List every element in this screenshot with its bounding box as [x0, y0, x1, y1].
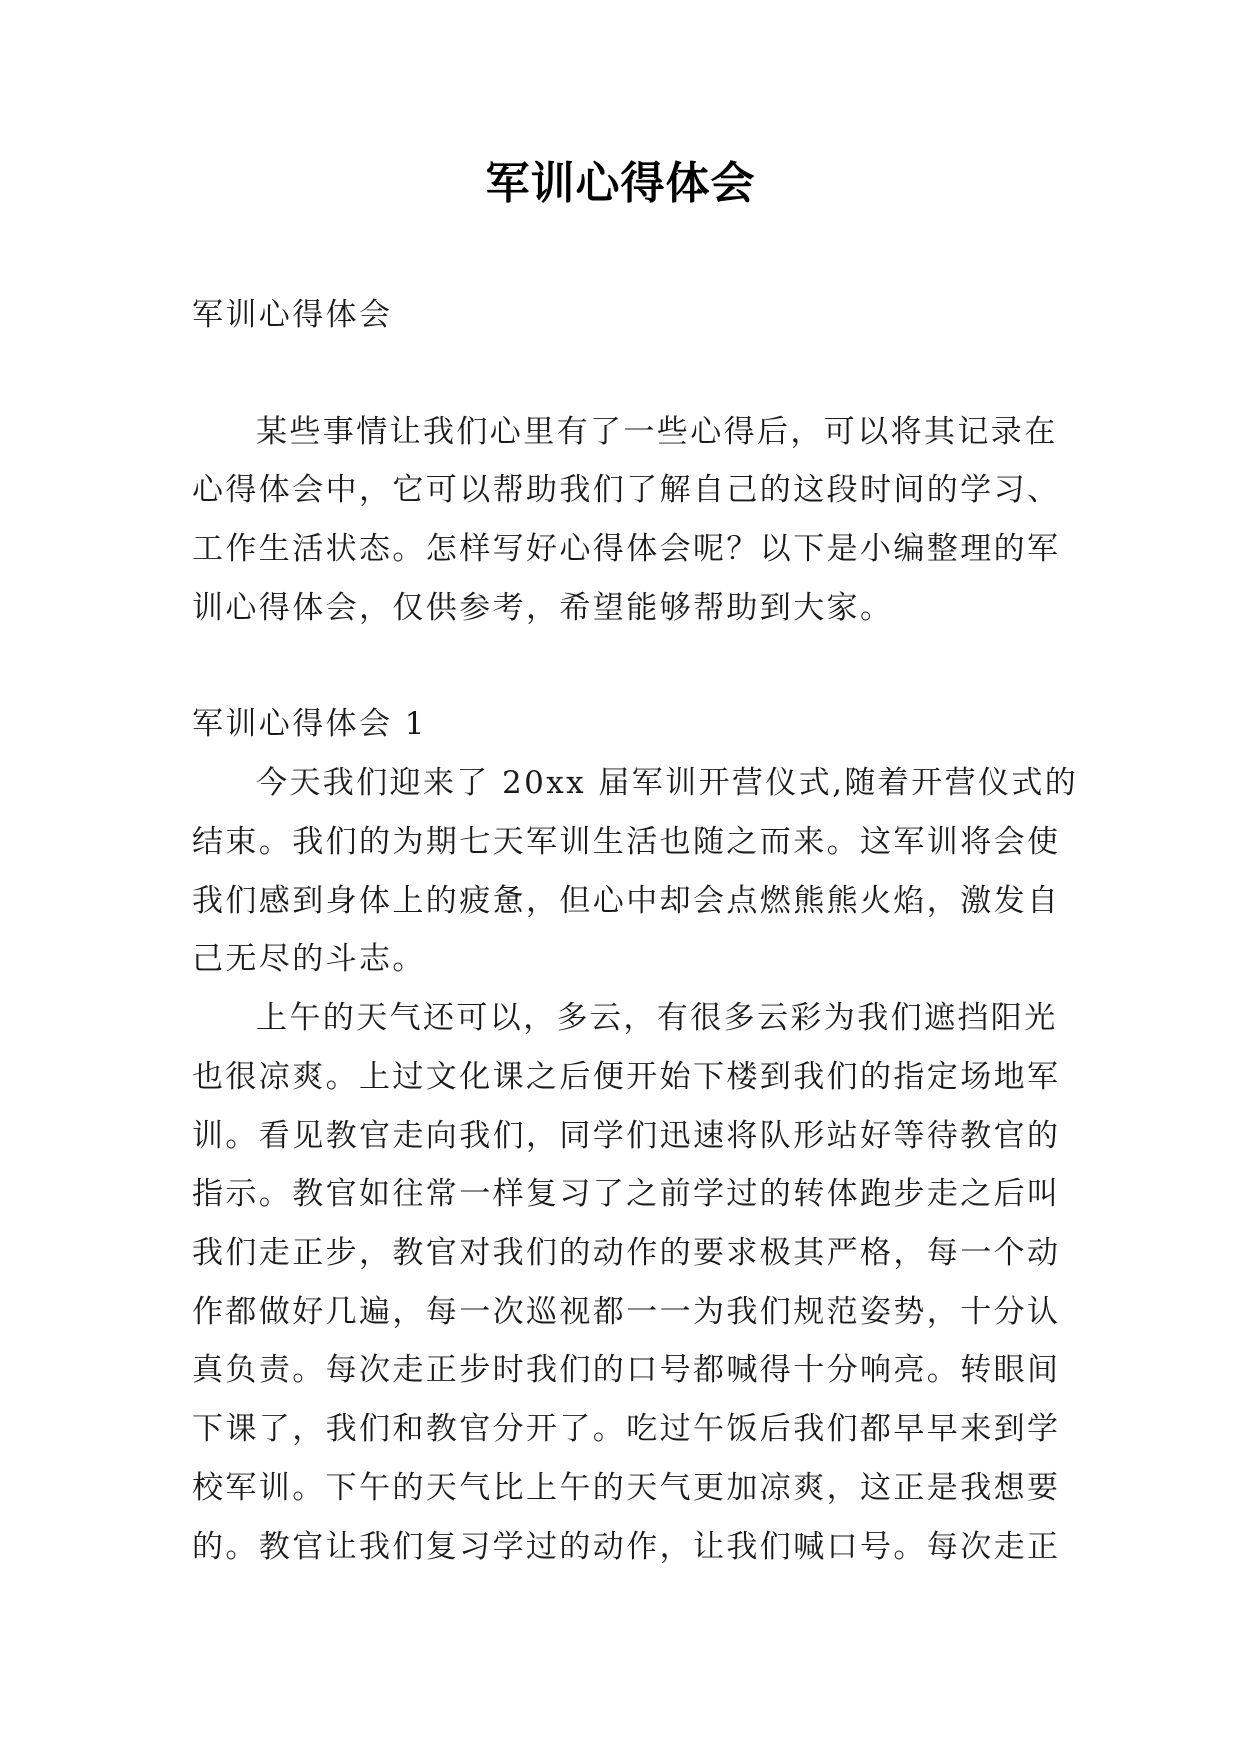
intro-line: 工作生活状态。怎样写好心得体会呢？以下是小编整理的军	[192, 531, 1061, 567]
paragraph-line: 我们走正步，教官对我们的动作的要求极其严格，每一个动	[192, 1235, 1061, 1271]
paragraph-line: 也很凉爽。上过文化课之后便开始下楼到我们的指定场地军	[192, 1059, 1061, 1095]
paragraph-line: 校军训。下午的天气比上午的天气更加凉爽，这正是我想要	[192, 1470, 1061, 1506]
paragraph-line: 我们感到身体上的疲惫，但心中却会点燃熊熊火焰，激发自	[192, 883, 1061, 919]
paragraph-line: 训。看见教官走向我们，同学们迅速将队形站好等待教官的	[192, 1118, 1061, 1154]
paragraph-line: 今天我们迎来了 20xx 届军训开营仪式,随着开营仪式的	[256, 765, 1079, 801]
paragraph-line: 己无尽的斗志。	[192, 941, 426, 977]
paragraph-line: 真负责。每次走正步时我们的口号都喊得十分响亮。转眼间	[192, 1352, 1061, 1388]
paragraph-line: 下课了，我们和教官分开了。吃过午饭后我们都早早来到学	[192, 1411, 1061, 1447]
section-heading: 军训心得体会 1	[192, 706, 427, 742]
intro-line: 心得体会中，它可以帮助我们了解自己的这段时间的学习、	[192, 472, 1061, 508]
paragraph-line: 的。教官让我们复习学过的动作，让我们喊口号。每次走正	[192, 1529, 1061, 1565]
paragraph-line: 作都做好几遍，每一次巡视都一一为我们规范姿势，十分认	[192, 1294, 1061, 1330]
document-subtitle: 军训心得体会	[192, 297, 393, 333]
paragraph-line: 结束。我们的为期七天军训生活也随之而来。这军训将会使	[192, 824, 1061, 860]
intro-line: 某些事情让我们心里有了一些心得后，可以将其记录在	[256, 414, 1058, 450]
paragraph-line: 上午的天气还可以，多云，有很多云彩为我们遮挡阳光	[256, 1000, 1058, 1036]
intro-line: 训心得体会，仅供参考，希望能够帮助到大家。	[192, 590, 894, 626]
document-title: 军训心得体会	[485, 158, 756, 209]
paragraph-line: 指示。教官如往常一样复习了之前学过的转体跑步走之后叫	[192, 1176, 1061, 1212]
